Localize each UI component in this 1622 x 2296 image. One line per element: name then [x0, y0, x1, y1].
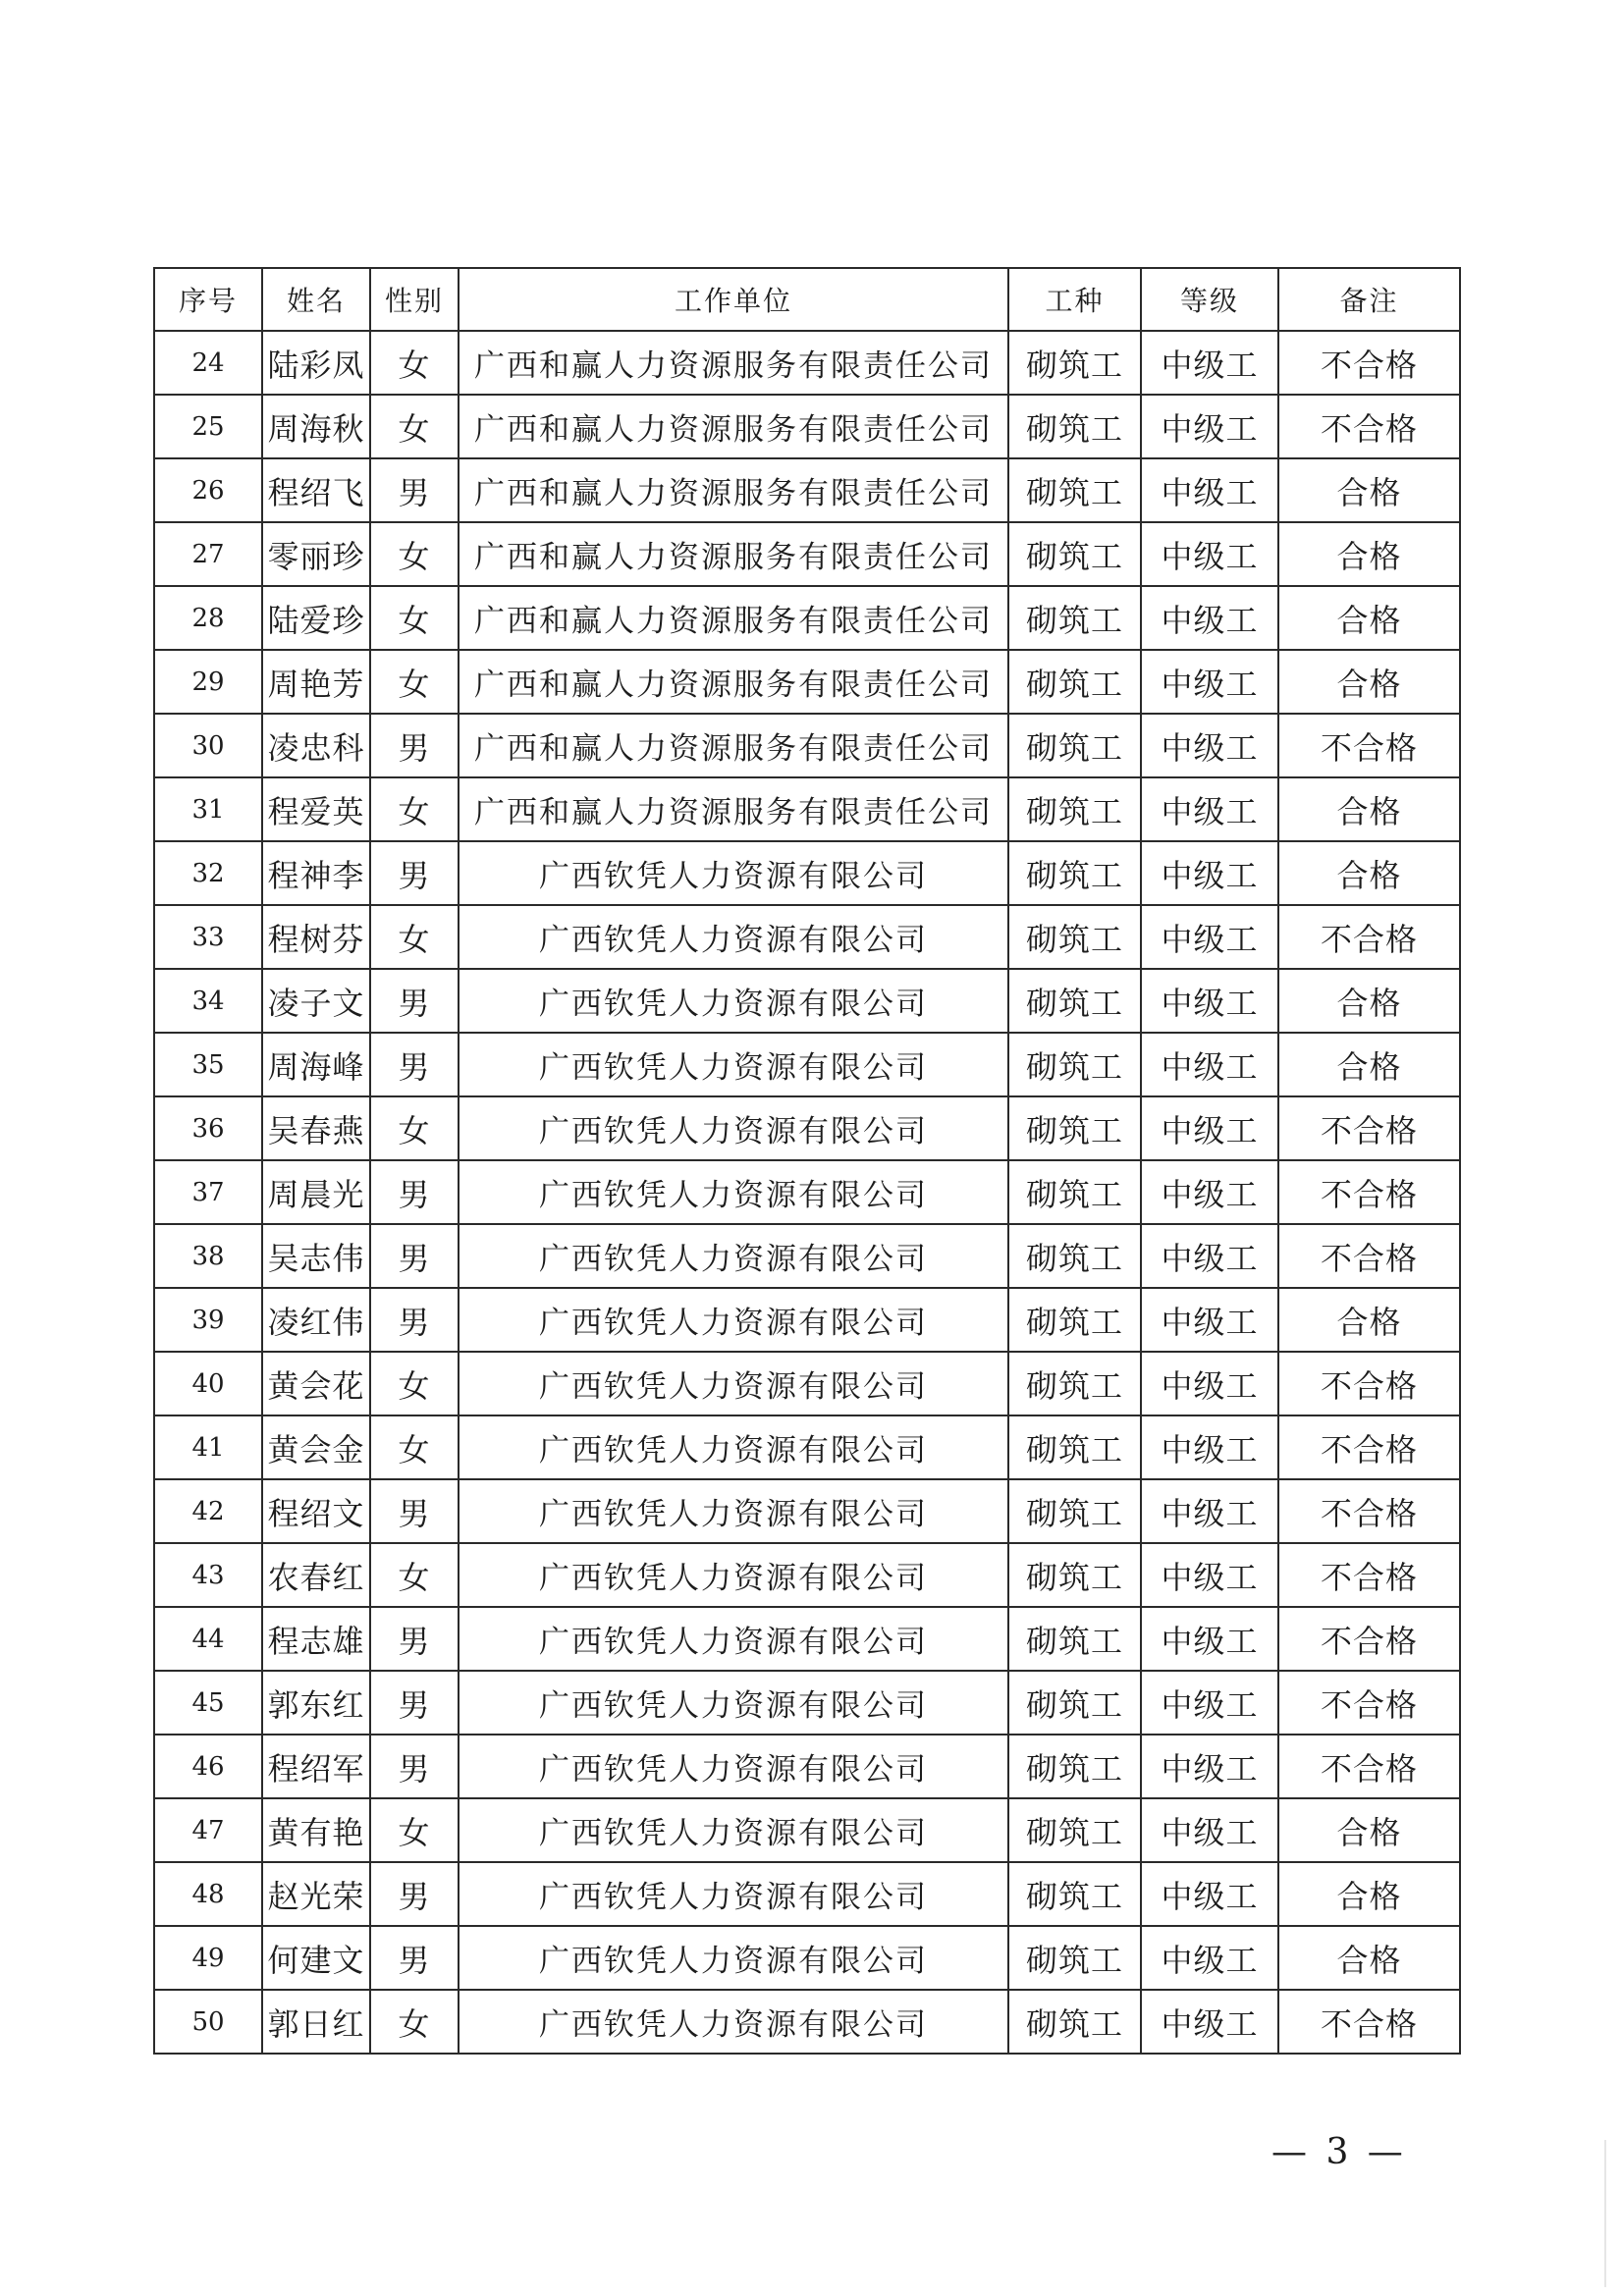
cell-trade: 砌筑工 [1008, 458, 1141, 522]
cell-trade: 砌筑工 [1008, 1671, 1141, 1735]
table-row [154, 458, 1460, 522]
cell-level: 中级工 [1141, 1735, 1278, 1798]
cell-remark: 合格 [1278, 841, 1460, 905]
header-gender: 性别 [370, 268, 459, 331]
cell-trade: 砌筑工 [1008, 586, 1141, 650]
cell-index: 50 [154, 1990, 262, 2054]
cell-remark: 不合格 [1278, 1096, 1460, 1160]
cell-level: 中级工 [1141, 1096, 1278, 1160]
cell-employer: 广西钦凭人力资源有限公司 [459, 1352, 1008, 1415]
cell-name: 吴春燕 [262, 1096, 370, 1160]
cell-level: 中级工 [1141, 841, 1278, 905]
scan-edge-mark [1604, 2140, 1606, 2287]
cell-level: 中级工 [1141, 458, 1278, 522]
cell-level: 中级工 [1141, 1415, 1278, 1479]
table-row [154, 1926, 1460, 1990]
cell-name: 程绍文 [262, 1479, 370, 1543]
cell-remark: 合格 [1278, 458, 1460, 522]
table-row [154, 1096, 1460, 1160]
cell-remark: 合格 [1278, 1288, 1460, 1352]
cell-remark: 合格 [1278, 969, 1460, 1033]
cell-trade: 砌筑工 [1008, 1926, 1141, 1990]
cell-employer: 广西钦凭人力资源有限公司 [459, 1224, 1008, 1288]
table-row [154, 1671, 1460, 1735]
cell-employer: 广西和赢人力资源服务有限责任公司 [459, 331, 1008, 395]
table-row [154, 1990, 1460, 2054]
cell-employer: 广西钦凭人力资源有限公司 [459, 1798, 1008, 1862]
cell-level: 中级工 [1141, 1160, 1278, 1224]
table-row [154, 841, 1460, 905]
table-header-row [154, 268, 1460, 331]
cell-remark: 不合格 [1278, 905, 1460, 969]
cell-trade: 砌筑工 [1008, 777, 1141, 841]
cell-index: 24 [154, 331, 262, 395]
cell-gender: 男 [370, 1160, 459, 1224]
cell-gender: 男 [370, 1479, 459, 1543]
cell-name: 凌红伟 [262, 1288, 370, 1352]
cell-remark: 合格 [1278, 1926, 1460, 1990]
cell-index: 26 [154, 458, 262, 522]
cell-index: 32 [154, 841, 262, 905]
cell-gender: 男 [370, 1224, 459, 1288]
cell-employer: 广西和赢人力资源服务有限责任公司 [459, 650, 1008, 714]
cell-index: 45 [154, 1671, 262, 1735]
cell-remark: 不合格 [1278, 331, 1460, 395]
cell-index: 35 [154, 1033, 262, 1096]
cell-remark: 不合格 [1278, 1352, 1460, 1415]
table-row [154, 331, 1460, 395]
cell-employer: 广西钦凭人力资源有限公司 [459, 1160, 1008, 1224]
cell-index: 36 [154, 1096, 262, 1160]
cell-trade: 砌筑工 [1008, 1288, 1141, 1352]
cell-trade: 砌筑工 [1008, 1224, 1141, 1288]
cell-gender: 男 [370, 1288, 459, 1352]
cell-trade: 砌筑工 [1008, 841, 1141, 905]
cell-level: 中级工 [1141, 522, 1278, 586]
cell-level: 中级工 [1141, 1798, 1278, 1862]
table-row [154, 777, 1460, 841]
cell-remark: 不合格 [1278, 714, 1460, 777]
cell-name: 程志雄 [262, 1607, 370, 1671]
cell-name: 周晨光 [262, 1160, 370, 1224]
table-row [154, 586, 1460, 650]
cell-remark: 不合格 [1278, 1990, 1460, 2054]
cell-remark: 合格 [1278, 522, 1460, 586]
cell-employer: 广西钦凭人力资源有限公司 [459, 1033, 1008, 1096]
cell-index: 29 [154, 650, 262, 714]
cell-name: 程绍军 [262, 1735, 370, 1798]
cell-name: 陆彩凤 [262, 331, 370, 395]
cell-trade: 砌筑工 [1008, 522, 1141, 586]
cell-level: 中级工 [1141, 1479, 1278, 1543]
cell-employer: 广西和赢人力资源服务有限责任公司 [459, 458, 1008, 522]
cell-remark: 不合格 [1278, 395, 1460, 458]
cell-name: 郭东红 [262, 1671, 370, 1735]
table-row [154, 650, 1460, 714]
cell-employer: 广西和赢人力资源服务有限责任公司 [459, 395, 1008, 458]
cell-level: 中级工 [1141, 905, 1278, 969]
table-row [154, 1607, 1460, 1671]
cell-trade: 砌筑工 [1008, 1352, 1141, 1415]
cell-gender: 女 [370, 586, 459, 650]
cell-remark: 不合格 [1278, 1415, 1460, 1479]
cell-remark: 不合格 [1278, 1735, 1460, 1798]
cell-gender: 男 [370, 969, 459, 1033]
cell-remark: 不合格 [1278, 1224, 1460, 1288]
cell-gender: 女 [370, 522, 459, 586]
table-body [154, 331, 1460, 2054]
cell-index: 34 [154, 969, 262, 1033]
cell-trade: 砌筑工 [1008, 650, 1141, 714]
cell-gender: 男 [370, 1926, 459, 1990]
cell-level: 中级工 [1141, 331, 1278, 395]
cell-level: 中级工 [1141, 1862, 1278, 1926]
cell-remark: 合格 [1278, 586, 1460, 650]
cell-employer: 广西钦凭人力资源有限公司 [459, 1990, 1008, 2054]
cell-index: 33 [154, 905, 262, 969]
cell-trade: 砌筑工 [1008, 1798, 1141, 1862]
cell-trade: 砌筑工 [1008, 905, 1141, 969]
cell-employer: 广西钦凭人力资源有限公司 [459, 1607, 1008, 1671]
cell-trade: 砌筑工 [1008, 395, 1141, 458]
cell-gender: 男 [370, 1735, 459, 1798]
cell-gender: 男 [370, 1607, 459, 1671]
cell-index: 44 [154, 1607, 262, 1671]
cell-name: 黄会金 [262, 1415, 370, 1479]
cell-gender: 女 [370, 1352, 459, 1415]
table-row [154, 1160, 1460, 1224]
cell-index: 28 [154, 586, 262, 650]
table-row [154, 1352, 1460, 1415]
cell-gender: 女 [370, 1415, 459, 1479]
table-row [154, 1288, 1460, 1352]
cell-gender: 女 [370, 905, 459, 969]
cell-level: 中级工 [1141, 1224, 1278, 1288]
cell-index: 42 [154, 1479, 262, 1543]
cell-employer: 广西和赢人力资源服务有限责任公司 [459, 714, 1008, 777]
cell-name: 周艳芳 [262, 650, 370, 714]
cell-gender: 女 [370, 650, 459, 714]
table-row [154, 1798, 1460, 1862]
page-number: — 3 — [1271, 2132, 1407, 2172]
cell-name: 陆爱珍 [262, 586, 370, 650]
cell-name: 何建文 [262, 1926, 370, 1990]
cell-remark: 不合格 [1278, 1160, 1460, 1224]
cell-level: 中级工 [1141, 1990, 1278, 2054]
cell-gender: 女 [370, 1096, 459, 1160]
results-table-container [153, 267, 1459, 2055]
header-index: 序号 [154, 268, 262, 331]
cell-employer: 广西钦凭人力资源有限公司 [459, 905, 1008, 969]
cell-index: 27 [154, 522, 262, 586]
cell-name: 程爱英 [262, 777, 370, 841]
cell-index: 48 [154, 1862, 262, 1926]
cell-remark: 合格 [1278, 1862, 1460, 1926]
table-row [154, 969, 1460, 1033]
table-row [154, 1033, 1460, 1096]
cell-index: 40 [154, 1352, 262, 1415]
table-row [154, 395, 1460, 458]
cell-remark: 合格 [1278, 777, 1460, 841]
cell-trade: 砌筑工 [1008, 1160, 1141, 1224]
cell-gender: 男 [370, 1671, 459, 1735]
cell-gender: 女 [370, 1543, 459, 1607]
table-row [154, 1862, 1460, 1926]
cell-gender: 女 [370, 777, 459, 841]
cell-level: 中级工 [1141, 586, 1278, 650]
cell-employer: 广西钦凭人力资源有限公司 [459, 1288, 1008, 1352]
cell-remark: 不合格 [1278, 1671, 1460, 1735]
cell-employer: 广西钦凭人力资源有限公司 [459, 1479, 1008, 1543]
cell-gender: 男 [370, 1033, 459, 1096]
cell-index: 25 [154, 395, 262, 458]
cell-name: 凌忠科 [262, 714, 370, 777]
cell-gender: 女 [370, 1990, 459, 2054]
cell-level: 中级工 [1141, 1607, 1278, 1671]
cell-gender: 女 [370, 395, 459, 458]
cell-trade: 砌筑工 [1008, 969, 1141, 1033]
cell-trade: 砌筑工 [1008, 1543, 1141, 1607]
cell-name: 周海秋 [262, 395, 370, 458]
cell-index: 30 [154, 714, 262, 777]
cell-employer: 广西钦凭人力资源有限公司 [459, 1862, 1008, 1926]
cell-level: 中级工 [1141, 969, 1278, 1033]
cell-remark: 不合格 [1278, 1479, 1460, 1543]
cell-employer: 广西钦凭人力资源有限公司 [459, 1735, 1008, 1798]
table-row [154, 1415, 1460, 1479]
cell-trade: 砌筑工 [1008, 1033, 1141, 1096]
table-row [154, 1735, 1460, 1798]
cell-employer: 广西钦凭人力资源有限公司 [459, 969, 1008, 1033]
cell-employer: 广西和赢人力资源服务有限责任公司 [459, 586, 1008, 650]
cell-level: 中级工 [1141, 1543, 1278, 1607]
cell-employer: 广西钦凭人力资源有限公司 [459, 1415, 1008, 1479]
cell-index: 43 [154, 1543, 262, 1607]
cell-index: 47 [154, 1798, 262, 1862]
header-trade: 工种 [1008, 268, 1141, 331]
cell-name: 零丽珍 [262, 522, 370, 586]
cell-name: 黄有艳 [262, 1798, 370, 1862]
cell-level: 中级工 [1141, 714, 1278, 777]
cell-index: 46 [154, 1735, 262, 1798]
cell-level: 中级工 [1141, 1926, 1278, 1990]
cell-employer: 广西和赢人力资源服务有限责任公司 [459, 777, 1008, 841]
cell-trade: 砌筑工 [1008, 1607, 1141, 1671]
cell-index: 49 [154, 1926, 262, 1990]
cell-remark: 不合格 [1278, 1607, 1460, 1671]
cell-remark: 合格 [1278, 650, 1460, 714]
cell-name: 程树芬 [262, 905, 370, 969]
cell-index: 41 [154, 1415, 262, 1479]
cell-gender: 男 [370, 714, 459, 777]
results-table [153, 267, 1461, 2055]
cell-remark: 合格 [1278, 1798, 1460, 1862]
cell-gender: 女 [370, 331, 459, 395]
cell-trade: 砌筑工 [1008, 1479, 1141, 1543]
cell-trade: 砌筑工 [1008, 1990, 1141, 2054]
cell-name: 赵光荣 [262, 1862, 370, 1926]
table-row [154, 714, 1460, 777]
cell-name: 周海峰 [262, 1033, 370, 1096]
cell-remark: 不合格 [1278, 1543, 1460, 1607]
cell-gender: 男 [370, 458, 459, 522]
cell-trade: 砌筑工 [1008, 331, 1141, 395]
cell-trade: 砌筑工 [1008, 1735, 1141, 1798]
cell-index: 38 [154, 1224, 262, 1288]
cell-level: 中级工 [1141, 1671, 1278, 1735]
header-employer: 工作单位 [459, 268, 1008, 331]
cell-employer: 广西和赢人力资源服务有限责任公司 [459, 522, 1008, 586]
cell-employer: 广西钦凭人力资源有限公司 [459, 1671, 1008, 1735]
cell-trade: 砌筑工 [1008, 714, 1141, 777]
table-row [154, 1479, 1460, 1543]
cell-employer: 广西钦凭人力资源有限公司 [459, 1926, 1008, 1990]
cell-trade: 砌筑工 [1008, 1415, 1141, 1479]
cell-gender: 男 [370, 841, 459, 905]
cell-name: 郭日红 [262, 1990, 370, 2054]
cell-trade: 砌筑工 [1008, 1096, 1141, 1160]
cell-trade: 砌筑工 [1008, 1862, 1141, 1926]
cell-employer: 广西钦凭人力资源有限公司 [459, 1096, 1008, 1160]
table-row [154, 522, 1460, 586]
cell-employer: 广西钦凭人力资源有限公司 [459, 841, 1008, 905]
table-row [154, 1543, 1460, 1607]
cell-gender: 男 [370, 1862, 459, 1926]
cell-level: 中级工 [1141, 395, 1278, 458]
cell-name: 农春红 [262, 1543, 370, 1607]
table-row [154, 1224, 1460, 1288]
cell-remark: 合格 [1278, 1033, 1460, 1096]
cell-level: 中级工 [1141, 1288, 1278, 1352]
cell-name: 吴志伟 [262, 1224, 370, 1288]
header-remark: 备注 [1278, 268, 1460, 331]
cell-index: 39 [154, 1288, 262, 1352]
cell-name: 凌子文 [262, 969, 370, 1033]
header-name: 姓名 [262, 268, 370, 331]
cell-index: 37 [154, 1160, 262, 1224]
cell-level: 中级工 [1141, 650, 1278, 714]
cell-name: 程神李 [262, 841, 370, 905]
cell-name: 黄会花 [262, 1352, 370, 1415]
cell-level: 中级工 [1141, 777, 1278, 841]
cell-gender: 女 [370, 1798, 459, 1862]
cell-level: 中级工 [1141, 1352, 1278, 1415]
header-level: 等级 [1141, 268, 1278, 331]
cell-index: 31 [154, 777, 262, 841]
cell-name: 程绍飞 [262, 458, 370, 522]
cell-level: 中级工 [1141, 1033, 1278, 1096]
cell-employer: 广西钦凭人力资源有限公司 [459, 1543, 1008, 1607]
table-row [154, 905, 1460, 969]
